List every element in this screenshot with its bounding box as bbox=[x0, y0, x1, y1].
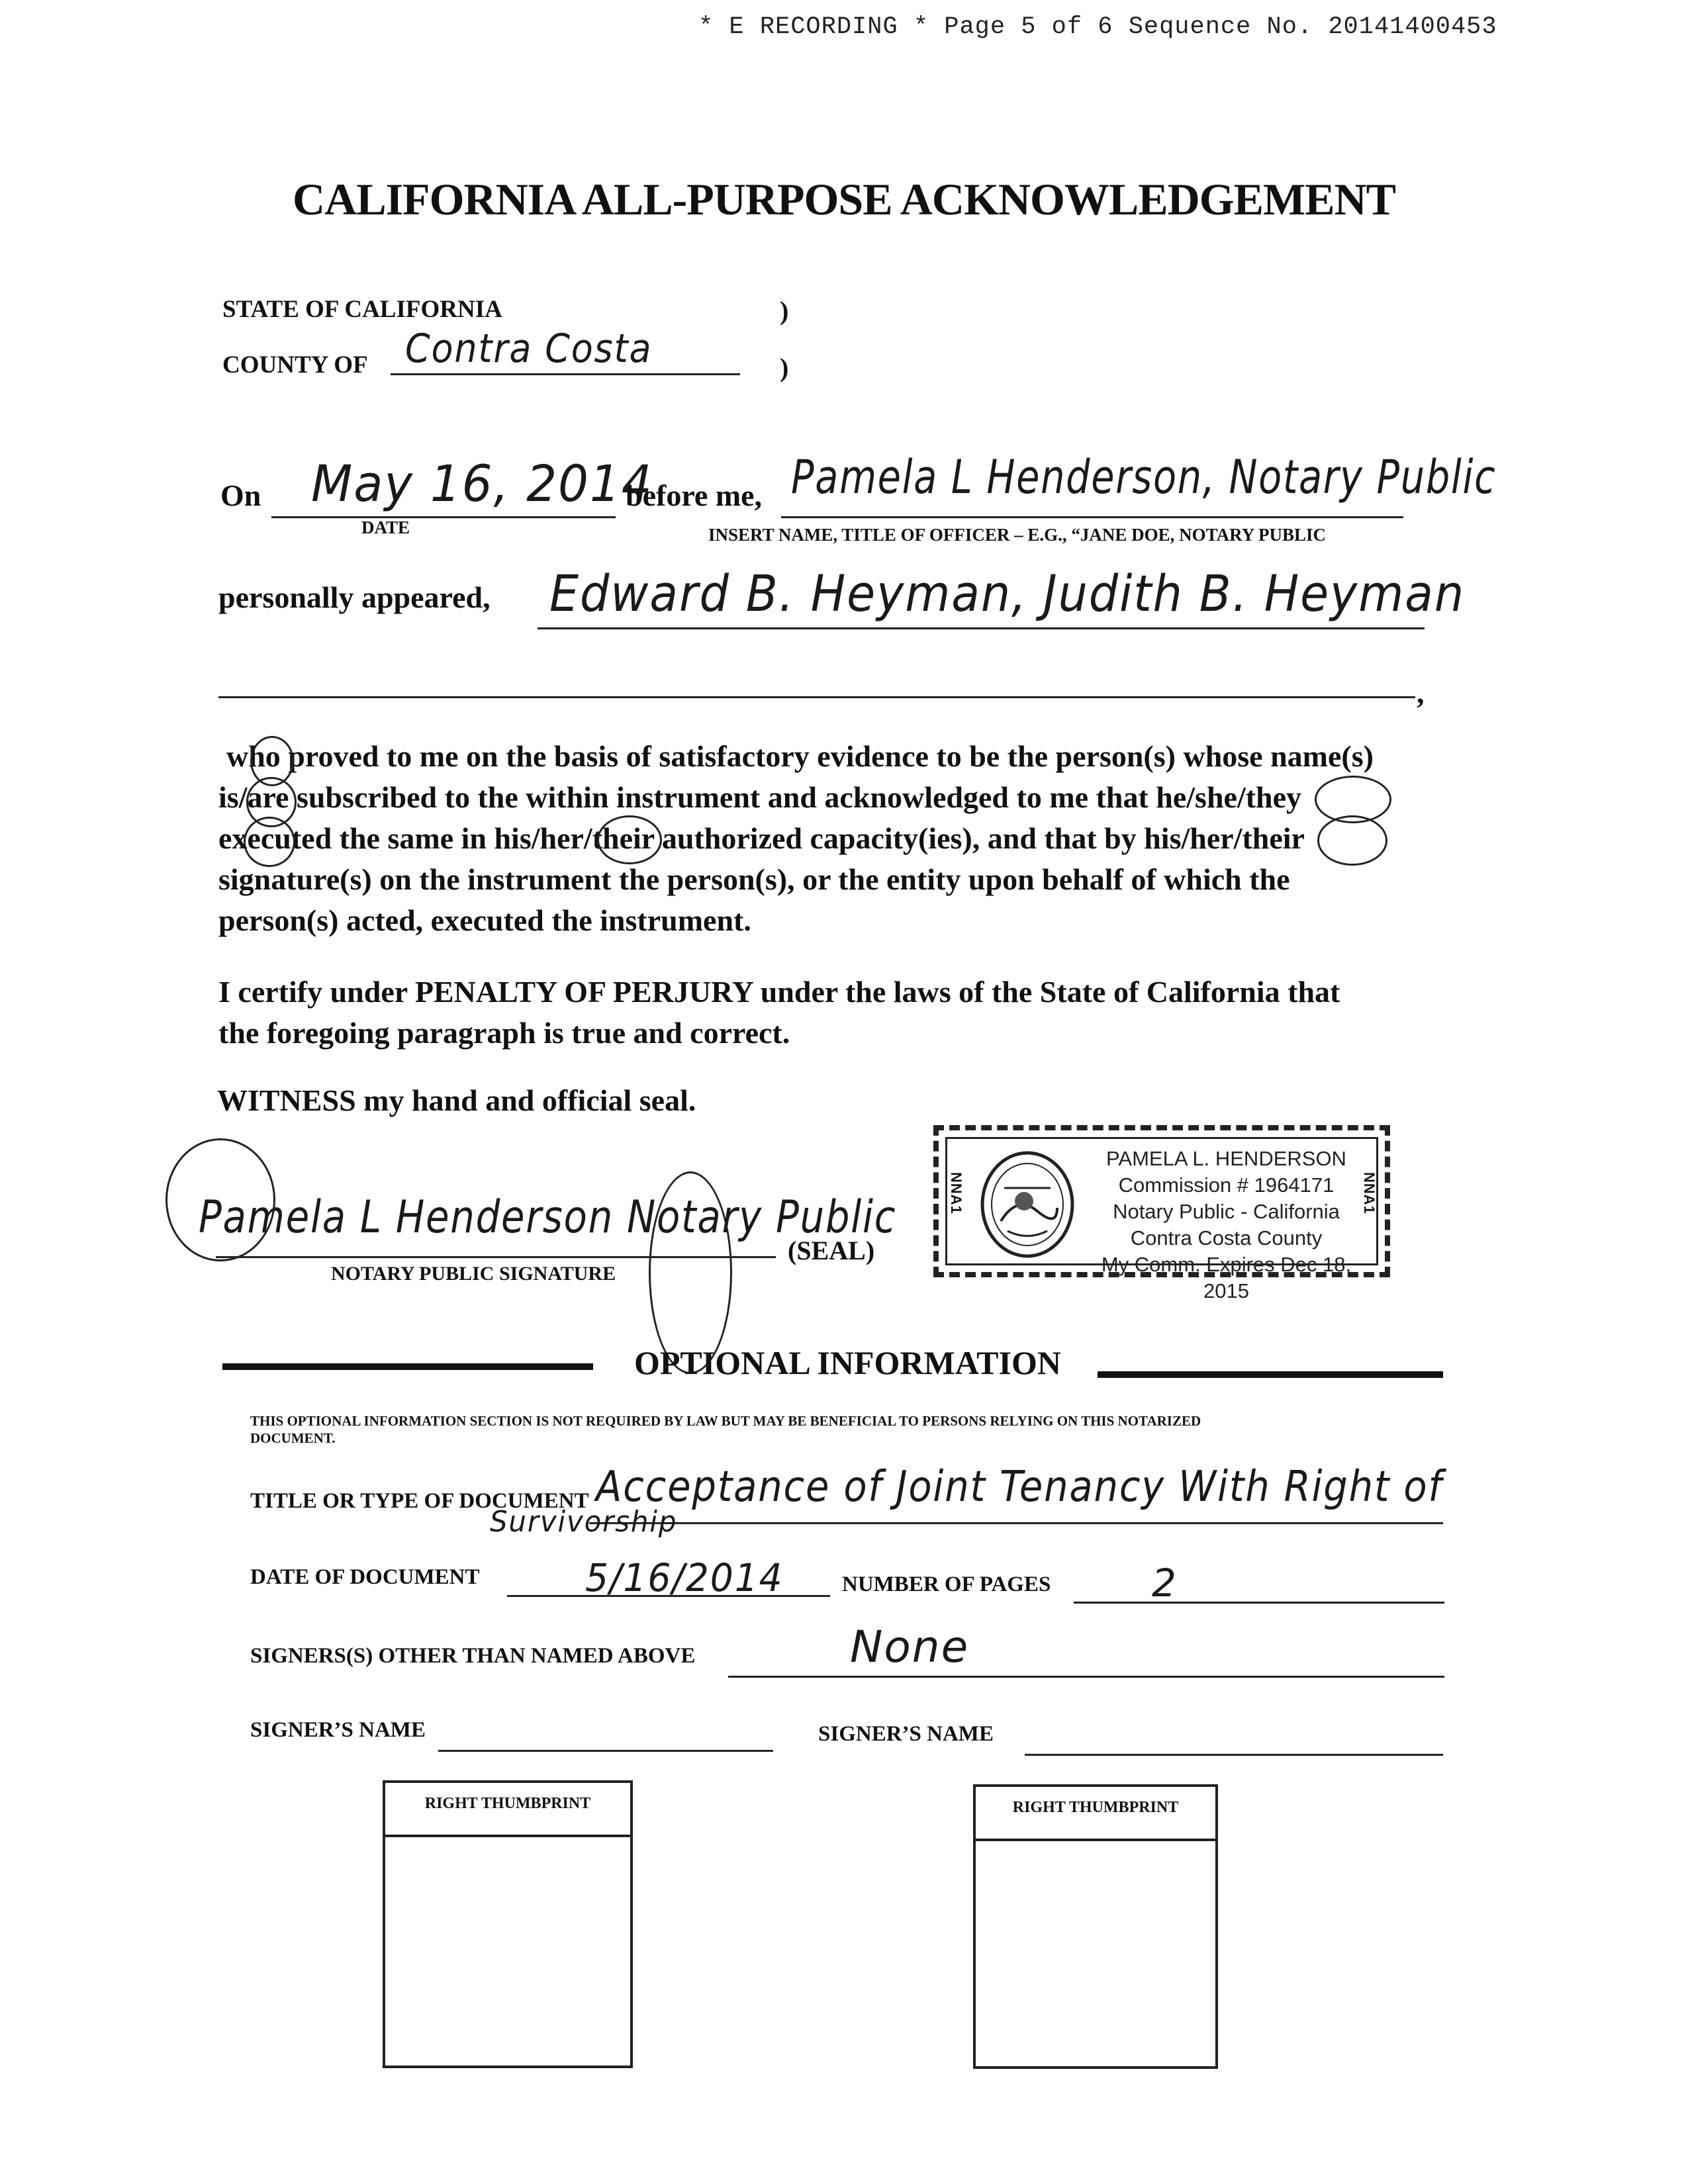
thumbprint-box-left bbox=[383, 1780, 633, 2068]
other-signers-handwritten: None bbox=[850, 1621, 970, 1672]
signature-caption: NOTARY PUBLIC SIGNATURE bbox=[331, 1263, 616, 1285]
personally-appeared-label: personally appeared, bbox=[218, 580, 491, 614]
pen-circle-their-1 bbox=[597, 815, 662, 864]
officer-handwritten: Pamela L Henderson, Notary Public bbox=[791, 450, 1497, 504]
stamp-name: PAMELA L. HENDERSON bbox=[1106, 1147, 1346, 1170]
stamp-county: Contra Costa County bbox=[1130, 1226, 1323, 1250]
thumbprint-label-left: RIGHT THUMBPRINT bbox=[385, 1783, 630, 1837]
pen-circle-their-2 bbox=[1317, 815, 1387, 866]
signer-name-line-left bbox=[438, 1750, 773, 1752]
seal-label: (SEAL) bbox=[788, 1236, 875, 1265]
evidence-line: signature(s) on the instrument the person(s), or the entity upon behalf of which the bbox=[218, 862, 1290, 896]
perjury-line: the foregoing paragraph is true and correct. bbox=[218, 1016, 790, 1050]
doc-date-handwritten: 5/16/2014 bbox=[585, 1555, 784, 1600]
num-pages-label: NUMBER OF PAGES bbox=[842, 1572, 1051, 1596]
perjury-line: I certify under PENALTY OF PERJURY under the laws of the State of California that bbox=[218, 975, 1340, 1009]
signer-name-label-left: SIGNER’S NAME bbox=[250, 1718, 426, 1742]
num-pages-handwritten: 2 bbox=[1152, 1561, 1178, 1606]
evidence-line: is/are subscribed to the within instrument and acknowledged to me that he/she/they bbox=[218, 780, 1302, 814]
appeared-comma: , bbox=[1417, 676, 1425, 709]
signer-name-line-right bbox=[1025, 1754, 1443, 1756]
state-label: STATE OF CALIFORNIA bbox=[222, 296, 502, 323]
signer-name-label-right: SIGNER’S NAME bbox=[818, 1722, 994, 1746]
optional-rule-left bbox=[222, 1363, 593, 1370]
stamp-title: Notary Public - California bbox=[1113, 1200, 1340, 1223]
evidence-paragraph bbox=[218, 736, 1509, 941]
other-signers-line bbox=[728, 1676, 1444, 1678]
evidence-line: person(s) acted, executed the instrument. bbox=[218, 903, 751, 937]
stamp-text bbox=[1083, 1146, 1370, 1304]
county-paren: ) bbox=[780, 353, 789, 383]
county-line bbox=[391, 373, 740, 375]
thumbprint-box-right bbox=[973, 1784, 1218, 2069]
officer-caption: INSERT NAME, TITLE OF OFFICER – E.G., “JANE DOE, NOTARY PUBLIC bbox=[708, 525, 1326, 545]
witness-line: WITNESS my hand and official seal. bbox=[217, 1083, 696, 1117]
on-label: On bbox=[220, 478, 261, 512]
doc-date-label: DATE OF DOCUMENT bbox=[250, 1565, 480, 1589]
officer-line bbox=[781, 516, 1403, 518]
other-signers-label: SIGNERS(S) OTHER THAN NAMED ABOVE bbox=[250, 1644, 696, 1668]
state-seal-icon bbox=[978, 1148, 1077, 1261]
optional-rule-right bbox=[1098, 1371, 1443, 1378]
appeared-handwritten: Edward B. Heyman, Judith B. Heyman bbox=[549, 564, 1465, 623]
date-line bbox=[271, 516, 616, 518]
optional-notice-line: THIS OPTIONAL INFORMATION SECTION IS NOT REQUIRED BY LAW BUT MAY BE BENEFICIAL TO PERSONS RELYING ON THIS NOTARIZED bbox=[250, 1413, 1201, 1429]
num-pages-line bbox=[1074, 1602, 1444, 1604]
thumbprint-label-right: RIGHT THUMBPRINT bbox=[976, 1787, 1215, 1841]
optional-notice bbox=[250, 1412, 1201, 1447]
notary-stamp bbox=[933, 1125, 1390, 1302]
date-caption: DATE bbox=[361, 518, 410, 537]
perjury-paragraph bbox=[218, 972, 1340, 1054]
optional-heading: OPTIONAL INFORMATION bbox=[634, 1344, 1061, 1381]
appeared-line-2 bbox=[218, 696, 1415, 698]
stamp-side-mark-left: NNA1 bbox=[948, 1172, 964, 1214]
stamp-commission: Commission # 1964171 bbox=[1118, 1173, 1335, 1197]
doc-title-handwritten: Acceptance of Joint Tenancy With Right of bbox=[596, 1463, 1443, 1512]
doc-title-line bbox=[589, 1522, 1443, 1524]
date-handwritten: May 16, 2014 bbox=[311, 454, 653, 513]
county-label: COUNTY OF bbox=[222, 351, 368, 379]
stamp-expiry: My Comm. Expires Dec 18, 2015 bbox=[1101, 1253, 1352, 1302]
optional-notice-line: DOCUMENT. bbox=[250, 1430, 336, 1446]
state-paren: ) bbox=[780, 296, 789, 326]
appeared-line bbox=[538, 627, 1425, 629]
notary-stamp-inner bbox=[945, 1137, 1378, 1302]
county-handwritten: Contra Costa bbox=[405, 326, 653, 372]
evidence-line: executed the same in his/her/their authorized capacity(ies), and that by his/her/their bbox=[218, 821, 1305, 855]
evidence-line: who proved to me on the basis of satisfactory evidence to be the person(s) whose name(s) bbox=[226, 739, 1374, 773]
notary-signature: Pamela L Henderson Notary Public bbox=[199, 1191, 897, 1244]
doc-title-handwritten-2: Survivorship bbox=[490, 1505, 678, 1539]
stamp-side-mark-right: NNA1 bbox=[1361, 1172, 1378, 1214]
recording-header: * E RECORDING * Page 5 of 6 Sequence No. 20141400453 bbox=[698, 13, 1497, 41]
pen-circle-executed bbox=[244, 817, 295, 867]
signature-flourish bbox=[165, 1138, 275, 1261]
before-me-label: before me, bbox=[626, 478, 763, 512]
doc-title-label: TITLE OR TYPE OF DOCUMENT bbox=[250, 1489, 589, 1513]
page-title: CALIFORNIA ALL-PURPOSE ACKNOWLEDGEMENT bbox=[293, 174, 1395, 224]
